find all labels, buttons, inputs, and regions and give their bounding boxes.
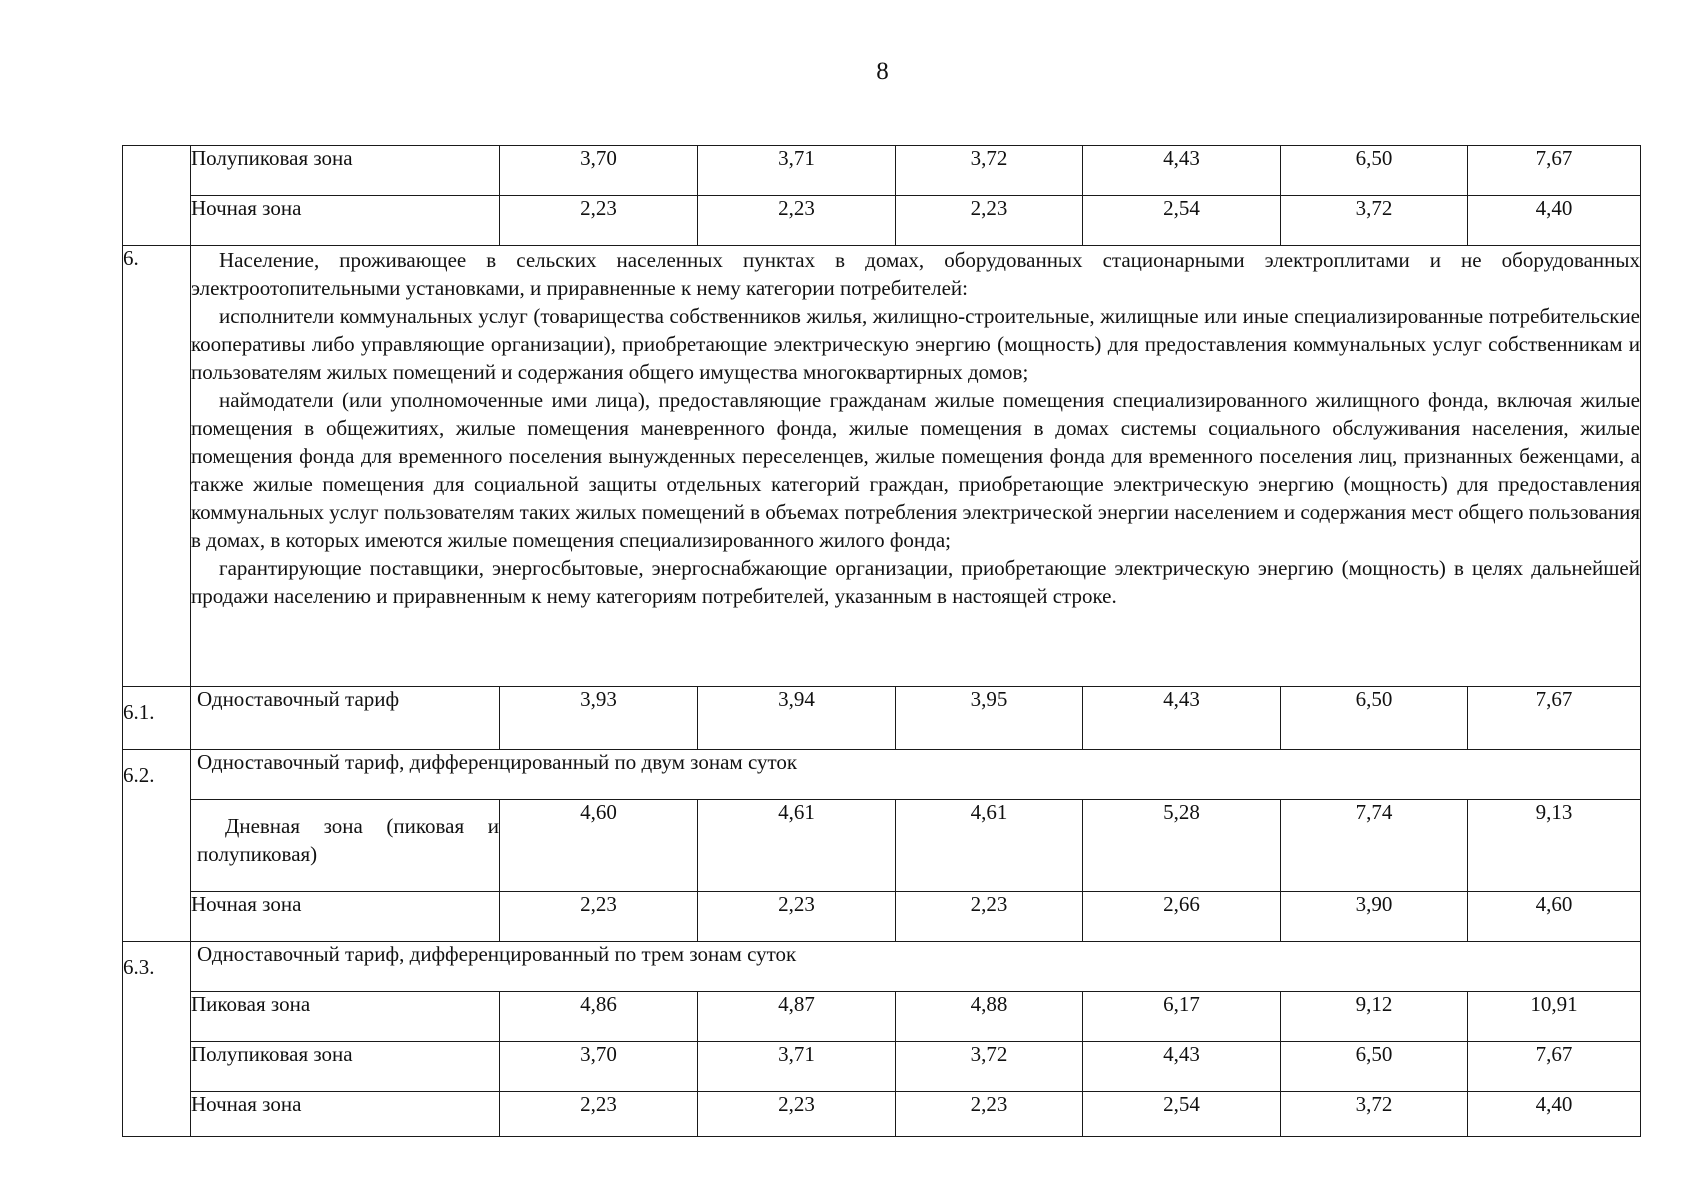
table-row xyxy=(123,196,1641,246)
value-cell: 2,23 xyxy=(500,892,698,942)
value-cell: 2,23 xyxy=(500,1092,698,1137)
row-number-cell: 6.1. xyxy=(123,687,191,750)
value-cell: 2,23 xyxy=(500,196,698,246)
value-cell: 7,67 xyxy=(1468,687,1641,750)
description-paragraph: гарантирующие поставщики, энергосбытовые, энергоснабжающие организации, приобретающие электрическую энергию (мощность) в целях дальнейшей продажи населению и приравненным к нему категориям потребителей, указанным в настоящей строке. xyxy=(191,556,1640,608)
value-cell: 4,40 xyxy=(1468,196,1641,246)
zone-name-cell: Пиковая зона xyxy=(191,992,500,1042)
value-cell: 4,87 xyxy=(698,992,896,1042)
zone-name-cell: Полупиковая зона xyxy=(191,146,500,196)
value-cell: 4,88 xyxy=(896,992,1083,1042)
value-cell: 6,50 xyxy=(1281,687,1468,750)
table-row xyxy=(123,992,1641,1042)
description-paragraph: Население, проживающее в сельских населенных пунктах в домах, оборудованных стационарными электроплитами и не оборудованных электроотопительными установками, и приравненные к нему категории потребителей: xyxy=(191,248,1640,300)
category-description xyxy=(191,246,1641,687)
value-cell: 3,95 xyxy=(896,687,1083,750)
value-cell: 3,71 xyxy=(698,146,896,196)
table-row xyxy=(123,892,1641,942)
value-cell: 2,66 xyxy=(1083,892,1281,942)
value-cell: 3,93 xyxy=(500,687,698,750)
value-cell: 3,90 xyxy=(1281,892,1468,942)
value-cell: 7,67 xyxy=(1468,146,1641,196)
value-cell: 4,40 xyxy=(1468,1092,1641,1137)
tariff-group-header: Одноставочный тариф, дифференцированный по трем зонам суток xyxy=(191,942,1641,992)
value-cell: 7,74 xyxy=(1281,800,1468,892)
value-cell: 4,61 xyxy=(896,800,1083,892)
zone-name-cell: Ночная зона xyxy=(191,892,500,942)
tariff-table xyxy=(122,145,1641,1137)
value-cell: 2,23 xyxy=(896,196,1083,246)
value-cell: 3,72 xyxy=(1281,196,1468,246)
value-cell: 2,23 xyxy=(896,1092,1083,1137)
value-cell: 2,54 xyxy=(1083,196,1281,246)
value-cell: 2,23 xyxy=(896,892,1083,942)
value-cell: 4,43 xyxy=(1083,687,1281,750)
zone-name-cell: Ночная зона xyxy=(191,196,500,246)
description-paragraph: наймодатели (или уполномоченные ими лица), предоставляющие гражданам жилые помещения специализированного жилищного фонда, включая жилые помещения в общежитиях, жилые помещения маневренного фонда, жилые помещения в домах системы социального обслуживания населения, жилые помещения фонда для временного поселения вынужденных переселенцев, жилые помещения фонда для временного поселения лиц, признанных беженцами, а также жилые помещения для социальной защиты отдельных категорий граждан, приобретающие электрическую энергию (мощность) для предоставления коммунальных услуг пользователям таких жилых помещений в объемах потребления электрической энергии населением и содержания мест общего пользования в домах, в которых имеются жилые помещения специализированного жилого фонда; xyxy=(191,388,1640,552)
value-cell: 3,72 xyxy=(896,1042,1083,1092)
value-cell: 3,70 xyxy=(500,146,698,196)
value-cell: 3,71 xyxy=(698,1042,896,1092)
value-cell: 6,50 xyxy=(1281,146,1468,196)
value-cell: 4,43 xyxy=(1083,1042,1281,1092)
value-cell: 6,17 xyxy=(1083,992,1281,1042)
table-row xyxy=(123,750,1641,800)
table-row xyxy=(123,1092,1641,1137)
table-row xyxy=(123,800,1641,892)
row-number-cell: 6. xyxy=(123,246,191,687)
value-cell: 7,67 xyxy=(1468,1042,1641,1092)
value-cell: 6,50 xyxy=(1281,1042,1468,1092)
value-cell: 3,72 xyxy=(1281,1092,1468,1137)
table-row xyxy=(123,942,1641,992)
value-cell: 4,86 xyxy=(500,992,698,1042)
value-cell: 9,12 xyxy=(1281,992,1468,1042)
row-number-cell: 6.3. xyxy=(123,942,191,1137)
value-cell: 10,91 xyxy=(1468,992,1641,1042)
page-number: 8 xyxy=(876,58,889,85)
value-cell: 2,54 xyxy=(1083,1092,1281,1137)
zone-name-cell: Дневная зона (пиковая и полупиковая) xyxy=(191,800,500,892)
value-cell: 2,23 xyxy=(698,196,896,246)
value-cell: 3,72 xyxy=(896,146,1083,196)
row-number-cell: 6.2. xyxy=(123,750,191,942)
tariff-name-cell: Одноставочный тариф xyxy=(191,687,500,750)
value-cell: 9,13 xyxy=(1468,800,1641,892)
value-cell: 4,61 xyxy=(698,800,896,892)
zone-name-cell: Ночная зона xyxy=(191,1092,500,1137)
value-cell: 4,43 xyxy=(1083,146,1281,196)
value-cell: 3,94 xyxy=(698,687,896,750)
value-cell: 4,60 xyxy=(500,800,698,892)
value-cell: 3,70 xyxy=(500,1042,698,1092)
value-cell: 4,60 xyxy=(1468,892,1641,942)
description-paragraph: исполнители коммунальных услуг (товарищества собственников жилья, жилищно-строительные, жилищные или иные специализированные потребительские кооперативы либо управляющие организации), приобретающие электрическую энергию (мощность) для предоставления коммунальных услуг собственникам и пользователям жилых помещений и содержания общего имущества многоквартирных домов; xyxy=(191,304,1640,384)
table-row xyxy=(123,687,1641,750)
zone-name-cell: Полупиковая зона xyxy=(191,1042,500,1092)
value-cell: 5,28 xyxy=(1083,800,1281,892)
table-row xyxy=(123,246,1641,687)
value-cell: 2,23 xyxy=(698,892,896,942)
row-number-cell xyxy=(123,146,191,246)
tariff-group-header: Одноставочный тариф, дифференцированный по двум зонам суток xyxy=(191,750,1641,800)
table-row xyxy=(123,1042,1641,1092)
table-row xyxy=(123,146,1641,196)
value-cell: 2,23 xyxy=(698,1092,896,1137)
